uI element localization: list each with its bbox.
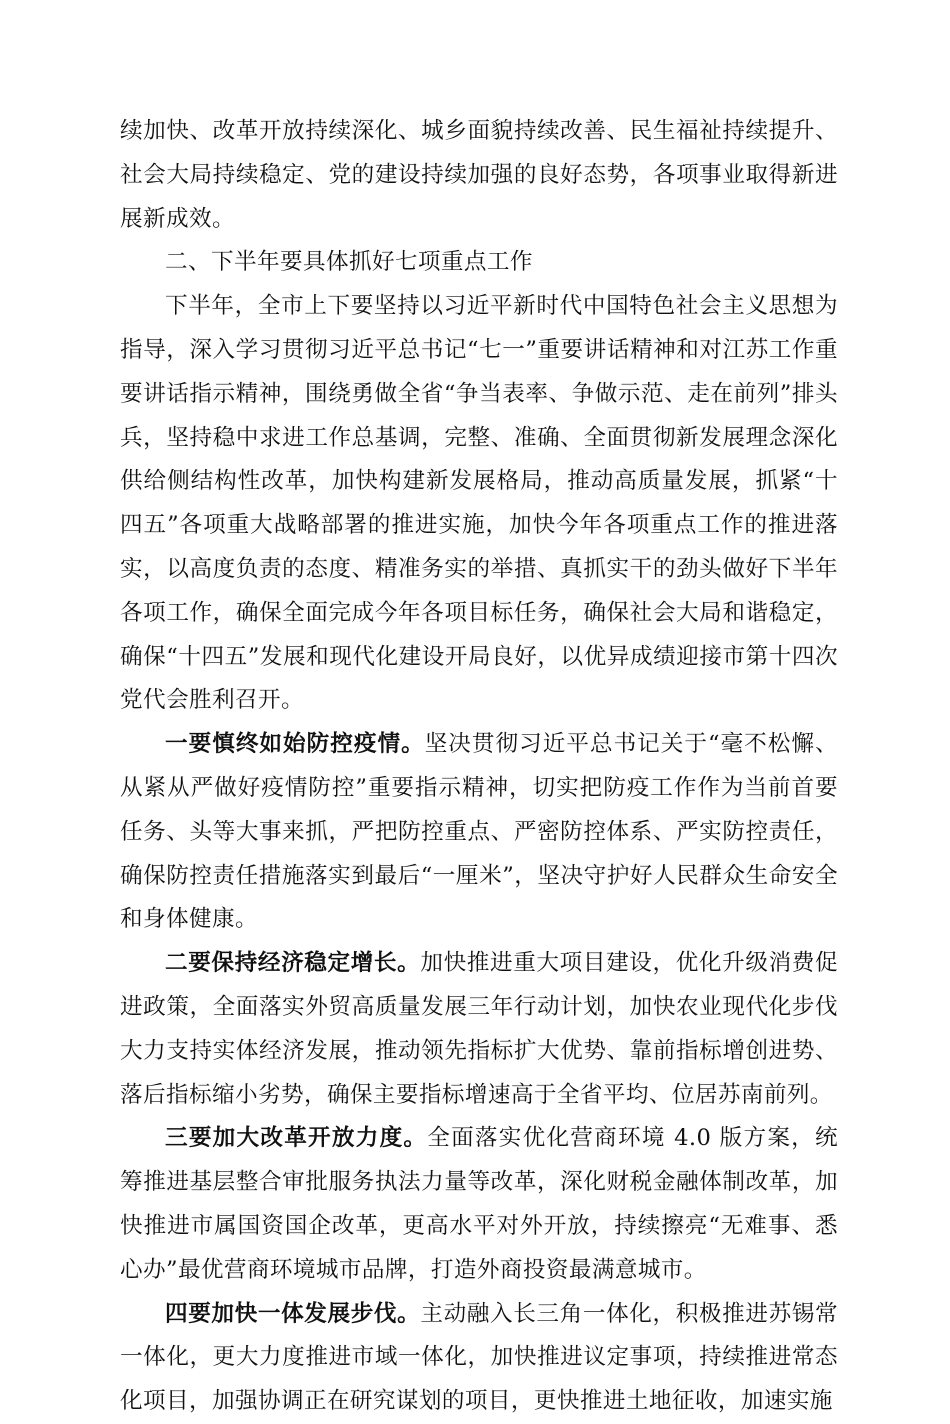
paragraph-task-1 xyxy=(120,723,838,942)
paragraph-continuation xyxy=(120,110,838,241)
paragraph-task-2 xyxy=(120,942,838,1117)
paragraph-intro xyxy=(120,285,838,723)
section-heading xyxy=(120,241,838,285)
task-heading: 一要慎终如始防控疫情。 xyxy=(165,731,425,758)
section-heading-text: 二、下半年要具体抓好七项重点工作 xyxy=(165,249,533,276)
paragraph-text: 坚决贯彻习近平总书记关于“毫不松懈、从紧从严做好疫情防控”重要指示精神，切实把防疫工作作为当前首要任务、头等大事来抓，严把防控重点、严密防控体系、严实防控责任，确保防控责任措施落实到最后“一厘米”，坚决守护好人民群众生命安全和身体健康。 xyxy=(120,731,838,933)
task-heading: 四要加快一体发展步伐。 xyxy=(165,1300,421,1327)
paragraph-text: 加快推进重大项目建设，优化升级消费促进政策，全面落实外贸高质量发展三年行动计划，加快农业现代化步伐大力支持实体经济发展，推动领先指标扩大优势、靠前指标增创进势、落后指标缩小劣势，确保主要指标增速高于全省平均、位居苏南前列。 xyxy=(120,950,838,1108)
paragraph-task-4 xyxy=(120,1293,838,1424)
task-heading: 三要加大改革开放力度。 xyxy=(165,1125,428,1152)
paragraph-text: 全面落实优化营商环境 4.0 版方案，统筹推进基层整合审批服务执法力量等改革，深化财税金融体制改革，加快推进市属国资国企改革，更高水平对外开放，持续擦亮“无难事、悉心办”最优营商环境城市品牌，打造外商投资最满意城市。 xyxy=(120,1125,838,1283)
document-body xyxy=(120,110,838,1424)
paragraph-text: 主动融入长三角一体化，积极推进苏锡常一体化，更大力度推进市域一体化，加快推进议定事项，持续推进常态化项目，加强协调正在研究谋划的项目，更快推进土地征收，加速实施 xyxy=(120,1300,838,1415)
paragraph-text: 续加快、改革开放持续深化、城乡面貌持续改善、民生福祉持续提升、社会大局持续稳定、党的建设持续加强的良好态势，各项事业取得新进展新成效。 xyxy=(120,118,838,232)
paragraph-task-3 xyxy=(120,1117,838,1292)
task-heading: 二要保持经济稳定增长。 xyxy=(165,950,421,977)
paragraph-text: 下半年，全市上下要坚持以习近平新时代中国特色社会主义思想为指导，深入学习贯彻习近平总书记“七一”重要讲话精神和对江苏工作重要讲话指示精神，围绕勇做全省“争当表率、争做示范、走在前列”排头兵，坚持稳中求进工作总基调，完整、准确、全面贯彻新发展理念深化供给侧结构性改革，加快构建新发展格局，推动高质量发展，抓紧“十四五”各项重大战略部署的推进实施，加快今年各项重点工作的推进落实，以高度负责的态度、精准务实的举措、真抓实干的劲头做好下半年各项工作，确保全面完成今年各项目标任务，确保社会大局和谐稳定，确保“十四五”发展和现代化建设开局良好，以优异成绩迎接市第十四次党代会胜利召开。 xyxy=(120,293,838,714)
